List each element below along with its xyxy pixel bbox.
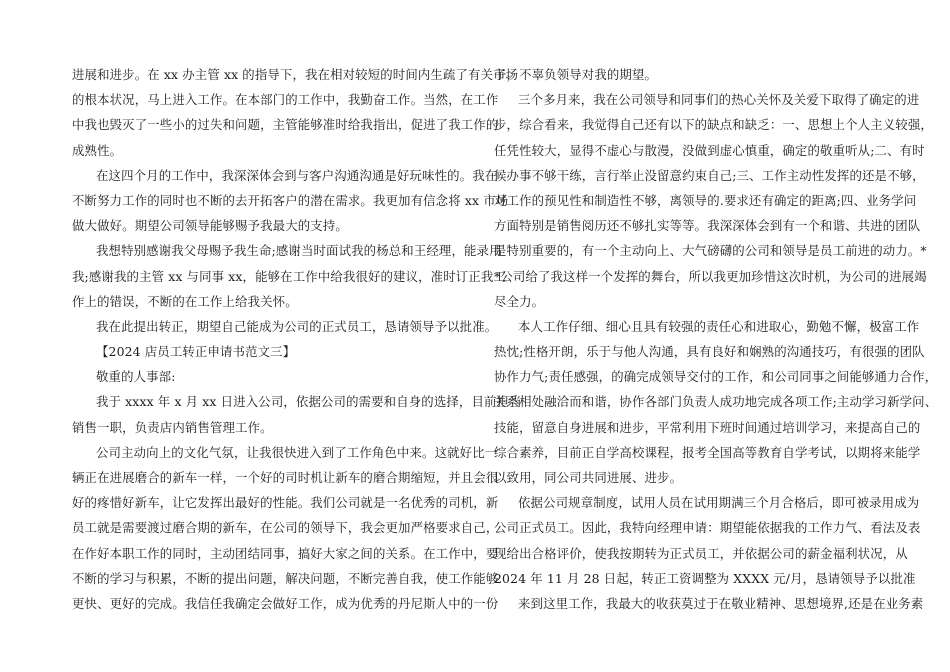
- left-line-16: 公司主动向上的文化气氛，让我很快进入到了工作角色中来。这就好比一: [96, 444, 498, 460]
- left-line-2: 的根本状况，马上进入工作。在本部门的工作中，我勤奋工作。当然，在工作: [72, 92, 499, 108]
- right-line-19: 公司正式员工。因此，我特向经理申请：期望能依据我的工作力气、看法及表: [494, 520, 921, 536]
- right-line-13: 协作力气;责任感强，的确完成领导交付的工作，和公司同事之间能够通力合作，: [494, 369, 938, 385]
- right-line-8: 是特别重要的，有一个主动向上、大气磅礴的公司和领导是员工前进的动力。*: [494, 243, 927, 259]
- right-line-17: 以致用，同公司共同进展、进步。: [494, 470, 683, 485]
- left-line-5: 在这四个月的工作中，我深深体会到与客户沟通沟通是好玩味性的。我在: [96, 167, 498, 183]
- right-line-9: *公司给了我这样一个发挥的舞台，所以我更加珍惜这次时机，为公司的进展竭: [494, 268, 927, 284]
- left-line-8: 我想特别感谢我父母赐予我生命;感谢当时面试我的杨总和王经理，能录用: [96, 243, 502, 259]
- right-line-15: 技能，留意自身进展和进步，平常利用下班时间通过培训学习，来提高自己的: [494, 419, 921, 435]
- right-line-12: 热忱;性格开朗，乐于与他人沟通，具有良好和娴熟的沟通技巧，有很强的团队: [494, 344, 925, 360]
- right-line-5: 候办事不够干练，言行举止没留意约束自己;三、工作主动性发挥的还是不够，: [494, 167, 925, 183]
- left-line-10: 作上的错误，不断的在工作上给我关怀。: [72, 293, 298, 309]
- right-line-18: 依据公司规章制度，试用人员在试用期满三个月合格后，即可被录用成为: [518, 495, 920, 511]
- right-line-1: 子，不辜负领导对我的期望。: [494, 67, 658, 82]
- section-heading: 【2024 店员工转正申请书范文三】: [96, 344, 296, 360]
- right-line-14: 关系相处融洽而和谐，协作各部门负责人成功地完成各项工作;主动学习新学问、: [494, 394, 938, 410]
- left-line-22: 更快、更好的完成。我信任我确定会做好工作，成为优秀的丹尼斯人中的一份: [72, 595, 499, 611]
- left-line-18: 好的疼惜好新车，让它发挥出最好的性能。我们公司就是一名优秀的司机，新: [72, 495, 499, 511]
- right-line-21: 2024 年 11 月 28 日起，转正工资调整为 XXXX 元/月，恳请领导予以批准: [494, 570, 916, 586]
- right-line-2: 三个多月来，我在公司领导和同事们的热心关怀及关爱下取得了确定的进: [518, 92, 920, 108]
- right-line-6: 对工作的预见性和制造性不够，离领导的.要求还有确定的距离;四、业务学问: [494, 192, 917, 208]
- left-line-3: 中我也毁灭了一些小的过失和问题，主管能够准时给我指出，促进了我工作的: [72, 117, 499, 133]
- right-line-11: 本人工作仔细、细心且具有较强的责任心和进取心，勤勉不懈，极富工作: [518, 318, 920, 334]
- left-line-4: 成熟性。: [72, 142, 123, 158]
- right-line-16: 综合素养，目前正自学高校课程，报考全国高等教育自学考试，以期将来能学: [494, 444, 921, 460]
- left-line-17: 辆正在进展磨合的新车一样，一个好的司时机让新车的磨合期缩短，并且会很: [72, 470, 499, 485]
- right-line-7: 方面特别是销售阅历还不够扎实等等。我深深体会到有一个和谐、共进的团队: [494, 218, 921, 234]
- left-line-20: 在作好本职工作的同时，主动团结同事，搞好大家之间的关系。在工作中，要: [72, 545, 499, 561]
- left-line-6: 不断努力工作的同时也不断的去开拓客户的潜在需求。我更加有信念将 xx 市场: [72, 192, 509, 208]
- left-line-11: 我在此提出转正，期望自己能成为公司的正式员工，恳请领导予以批准。: [96, 318, 498, 334]
- left-line-1: 进展和进步。在 xx 办主管 xx 的指导下，我在相对较短的时间内生疏了有关市场: [72, 67, 519, 82]
- right-line-10: 尽全力。: [494, 293, 545, 309]
- right-line-20: 现给出合格评价，使我按期转为正式员工，并依据公司的薪金福利状况，从: [494, 545, 908, 561]
- right-line-22: 来到这里工作，我最大的收获莫过于在敬业精神、思想境界,还是在业务素: [518, 595, 924, 611]
- left-line-9: 我;感谢我的主管 xx 与同事 xx，能够在工作中给我很好的建议，准时订正我工: [72, 268, 506, 284]
- left-line-21: 不断的学习与积累，不断的提出问题，解决问题，不断完善自我，使工作能够: [72, 570, 499, 586]
- right-line-3: 步，综合看来，我觉得自己还有以下的缺点和缺乏：一、思想上个人主义较强，: [494, 117, 933, 133]
- left-line-15: 销售一职，负责店内销售管理工作。: [72, 419, 273, 435]
- left-line-14: 我于 xxxx 年 x 月 xx 日进入公司，依据公司的需要和自身的选择，目前担当: [96, 394, 522, 410]
- left-line-19: 员工就是需要渡过磨合期的新车，在公司的领导下，我会更加严格要求自己，: [72, 520, 499, 536]
- left-line-7: 做大做好。期望公司领导能够赐予我最大的支持。: [72, 218, 348, 234]
- right-line-4: 任凭性较大，显得不虚心与散漫，没做到虚心慎重，确定的敬重听从;二、有时: [494, 142, 925, 158]
- right-column: [494, 62, 938, 616]
- salutation: 敬重的人事部:: [96, 369, 176, 385]
